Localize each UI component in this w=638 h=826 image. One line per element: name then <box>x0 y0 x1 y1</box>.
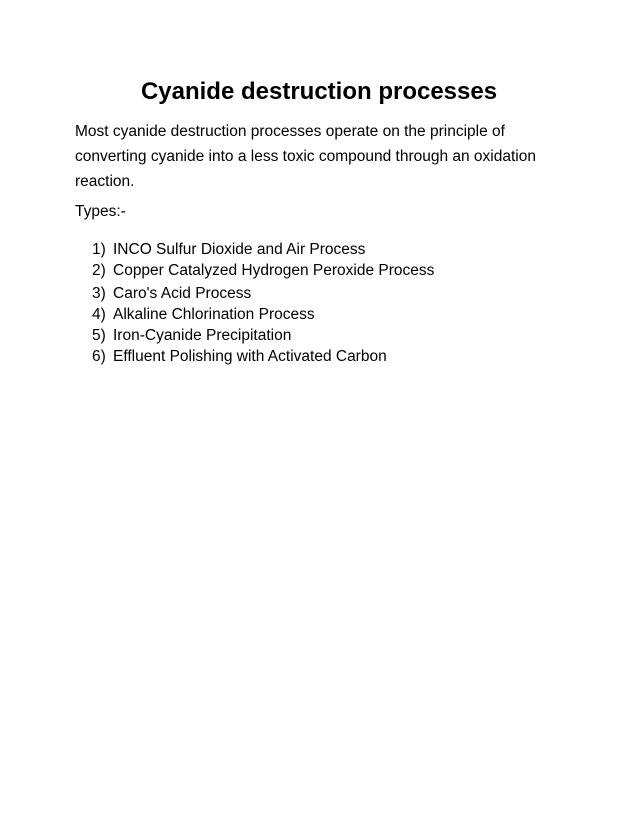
list-item-number: 2) <box>92 262 106 279</box>
list-item-number: 1) <box>92 241 106 258</box>
list-item <box>92 346 434 367</box>
types-heading: Types:- <box>75 203 126 220</box>
types-list <box>92 239 434 367</box>
list-item <box>92 260 434 281</box>
intro-paragraph: Most cyanide destruction processes operate on the principle of converting cyanide into a less toxic compound through an oxidation reaction. <box>75 123 536 190</box>
list-item-text: Alkaline Chlorination Process <box>113 305 315 323</box>
list-item <box>92 325 434 346</box>
list-item-text: Iron-Cyanide Precipitation <box>113 326 292 344</box>
list-item-text: Effluent Polishing with Activated Carbon <box>113 347 387 365</box>
list-item-number: 5) <box>92 326 106 344</box>
list-item-text: Copper Catalyzed Hydrogen Peroxide Process <box>113 262 435 279</box>
list-item <box>92 304 434 325</box>
list-item-number: 4) <box>92 305 106 323</box>
list-item-text: Caro's Acid Process <box>113 284 252 302</box>
list-item <box>92 283 434 304</box>
list-item <box>92 239 434 260</box>
list-item-number: 3) <box>92 284 106 302</box>
list-item-number: 6) <box>92 347 106 365</box>
page-title: Cyanide destruction processes <box>140 78 498 105</box>
list-item-text: INCO Sulfur Dioxide and Air Process <box>113 241 366 258</box>
